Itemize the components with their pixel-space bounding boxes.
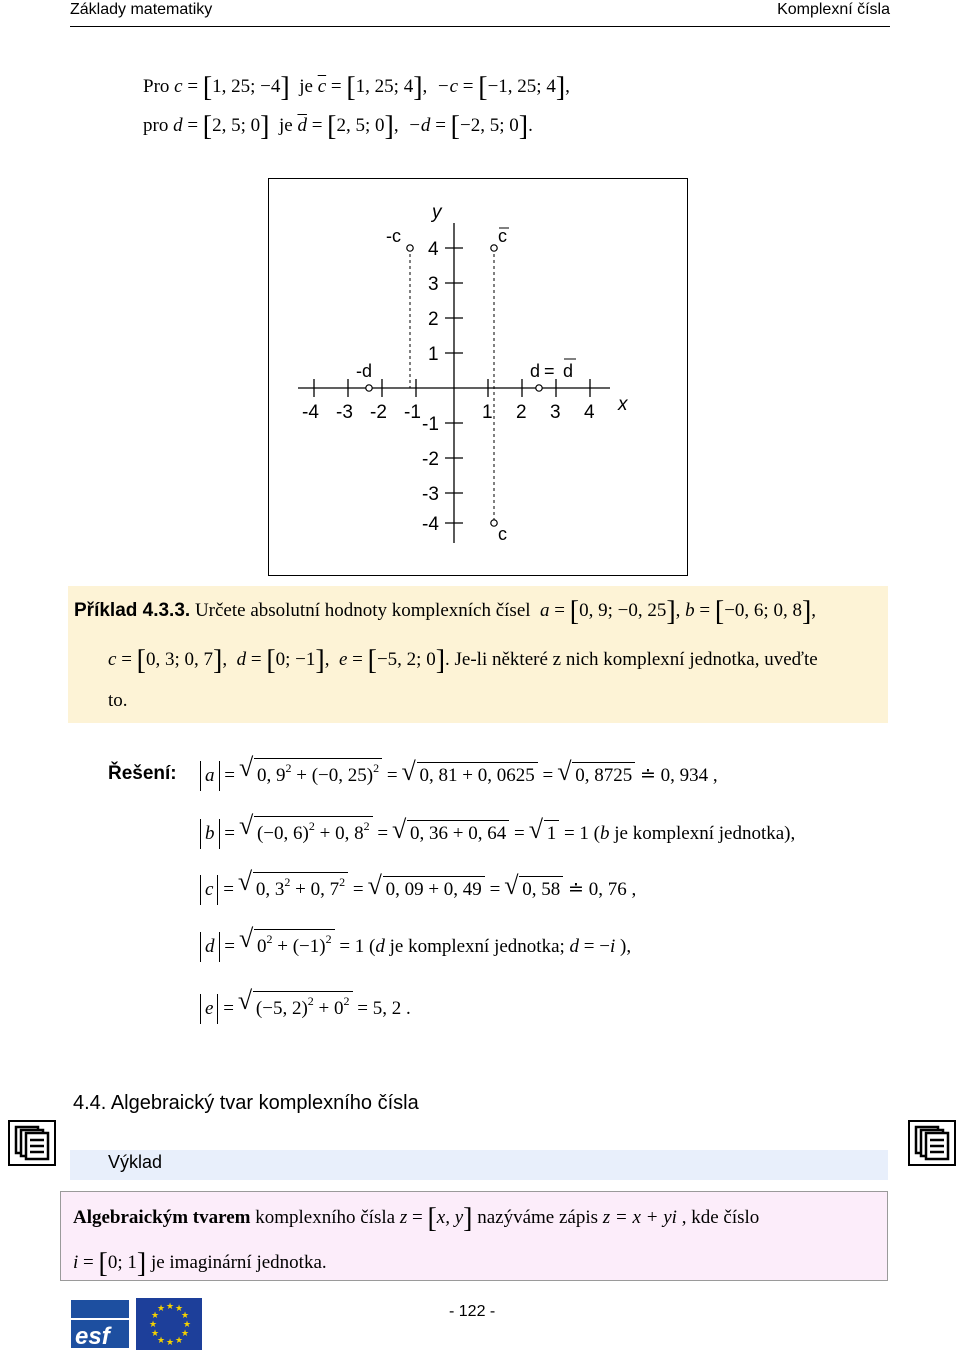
definition-term: Algebraickým tvarem — [73, 1207, 251, 1228]
example-line-2: c = [0, 3; 0, 7], d = [0; −1], e = [−5, 2; 0]. Je-li některé z nich komplexní jednotka, uveďte — [108, 645, 818, 676]
documents-icon — [908, 1120, 956, 1166]
equals: = — [311, 115, 323, 136]
label-c: c — [498, 524, 507, 544]
explanation-bar — [70, 1150, 888, 1180]
definition-text: je imaginární jednotka. — [146, 1252, 327, 1273]
equals: = — [435, 115, 446, 136]
var-b: b — [685, 600, 695, 621]
point-minus-c — [407, 245, 413, 251]
c-value: 1, 25; −4 — [212, 76, 281, 97]
example-title: Příklad 4.3.3. — [74, 600, 191, 621]
var-z: z — [399, 1207, 408, 1228]
term: (−0, 6) — [256, 823, 309, 844]
var-a: a — [540, 600, 550, 621]
svg-text:★: ★ — [183, 1320, 192, 1330]
algebraic-form: z = x + yi — [602, 1207, 677, 1228]
intro-word: je — [299, 76, 313, 97]
c-value: 0, 3; 0, 7 — [145, 649, 214, 670]
solution-label-text: Řešení: — [108, 763, 177, 784]
radicand: √ 0, 81 + 0, 0625 — [417, 762, 538, 787]
label-d: d — [530, 361, 541, 381]
y-tick-label: -4 — [422, 514, 439, 535]
label-minus-c: -c — [386, 226, 401, 246]
term: (−5, 2) — [255, 998, 308, 1019]
term: (−1) — [292, 936, 326, 957]
svg-text:★: ★ — [166, 1302, 175, 1312]
i-value: 0; 1 — [107, 1252, 137, 1273]
result-text: ), — [615, 936, 632, 957]
esf-logo-text: esf — [75, 1323, 110, 1350]
term: (−0, 25) — [311, 765, 374, 786]
term: 0 — [256, 936, 267, 957]
y-tick-label: 1 — [428, 344, 439, 365]
var-d: d — [569, 936, 580, 957]
result-text: = 5, 2 . — [357, 998, 411, 1019]
c-conj-value: 1, 25; 4 — [355, 76, 414, 97]
intro-word: Pro — [143, 76, 170, 97]
d-conj-value: 2, 5; 0 — [336, 115, 385, 136]
label-d-conj: d — [563, 361, 574, 381]
intro-word: pro — [143, 115, 169, 136]
var-i: i — [73, 1252, 79, 1273]
label-minus-d: -d — [356, 361, 373, 381]
header-right-title: Komplexní čísla — [777, 1, 890, 18]
svg-text:★: ★ — [175, 1304, 184, 1314]
result-text: = − — [579, 936, 610, 957]
explanation-label: Výklad — [108, 1152, 163, 1172]
minus-d-value: −2, 5; 0 — [459, 115, 519, 136]
definition-line-1: Algebraickým tvarem komplexního čísla z = [x, y] nazýváme zápis z = x + yi , kde číslo — [73, 1203, 760, 1234]
solution-row-c: c = √ 0, $3^2 + 0$, $7^2$ = √ 0, 09 + 0, 49 = √ 0, 58 ≐ 0, 76 , — [200, 872, 636, 905]
term: 0, 3 — [255, 879, 285, 900]
abs-a: a — [200, 761, 220, 791]
d-value: 2, 5; 0 — [212, 115, 261, 136]
x-tick-label: -3 — [336, 402, 353, 423]
equals: = — [330, 76, 342, 97]
example-line-3: to. — [108, 690, 128, 711]
var-d: d — [236, 649, 247, 670]
result-text: = 1 ( — [563, 823, 601, 844]
eu-logo-text: EU — [136, 1298, 138, 1299]
point-c-conj — [491, 245, 497, 251]
x-tick-label: -1 — [404, 402, 421, 423]
svg-text:★: ★ — [157, 1304, 166, 1314]
complex-plane-figure — [268, 178, 688, 576]
page-header — [70, 0, 890, 27]
intro-word: je — [278, 115, 293, 136]
svg-text:★: ★ — [166, 1338, 175, 1348]
radicand: √ 1 — [544, 820, 560, 845]
var-c: c — [108, 649, 117, 670]
approx-result: ≐ 0, 76 , — [568, 879, 637, 900]
definition-text: komplexního čísla — [250, 1207, 400, 1228]
svg-text:★: ★ — [181, 1329, 190, 1339]
svg-text:★: ★ — [149, 1320, 158, 1330]
intro-line-2: pro d = [2, 5; 0] je $\overline{d} = [2$, 5; 0], −d = [−2, 5; 0]. — [143, 111, 533, 142]
label-equals: = — [544, 361, 555, 381]
var-d: d — [375, 936, 385, 957]
solution-row-b: b = √ (−0, 6)$^2$ + 0, $8^2$ = √ 0, 36 + 0, 64 = √ 1 = 1 (b je komplexní jednotka), — [200, 816, 795, 849]
b-value: −0, 6; 0, 8 — [724, 600, 802, 621]
var-d: d — [173, 115, 183, 136]
label-c-conj: c — [498, 226, 507, 246]
y-tick-label: 4 — [428, 239, 439, 260]
y-tick-label: -2 — [422, 449, 439, 470]
header-left-title: Základy matematiky — [70, 1, 213, 18]
result-text: je komplexní jednotka; — [384, 936, 570, 957]
documents-icon — [8, 1120, 56, 1166]
abs-c: c — [200, 875, 218, 905]
var-e: e — [338, 649, 348, 670]
abs-e: e — [200, 994, 218, 1024]
radicand: √ 0, 09 + 0, 49 — [383, 876, 485, 901]
intro-line-1: Pro c = [1, 25; −4] je $\overline{c} = [1$, 25; 4], −c = [−1, 25; 4], — [143, 72, 570, 103]
var-c: c — [174, 76, 183, 97]
var-minus-d: −d — [408, 115, 431, 136]
page-number: - 122 - — [449, 1303, 496, 1320]
definition-text: , kde číslo — [676, 1207, 760, 1228]
solution-row-d: d = √ $0^2 + (-1)^2 = 1$ (d je komplexní jednotka; d = −i ), — [200, 929, 631, 962]
x-tick-label: 4 — [584, 402, 595, 423]
esf-logo — [69, 1298, 131, 1350]
solution-label — [108, 763, 177, 785]
x-tick-label: -4 — [302, 402, 319, 423]
y-tick-label: -3 — [422, 484, 439, 505]
svg-text:★: ★ — [181, 1311, 190, 1321]
radicand: √ 0, 8725 — [572, 762, 635, 787]
d-value: 0; −1 — [275, 649, 316, 670]
x-tick-label: 3 — [550, 402, 561, 423]
radicand: √ 0, 58 — [519, 876, 563, 901]
point-d — [536, 385, 542, 391]
svg-text:★: ★ — [175, 1336, 184, 1346]
example-text: Určete absolutní hodnoty komplexních čísel — [194, 600, 531, 621]
x-tick-label: 1 — [482, 402, 493, 423]
y-tick-label: 3 — [428, 274, 439, 295]
result-text: je komplexní jednotka), — [609, 823, 796, 844]
var-minus-c: −c — [436, 76, 459, 97]
equals: = — [462, 76, 474, 97]
term: 0, 9 — [256, 765, 286, 786]
section-heading: 4.4. Algebraický tvar komplexního čísla — [73, 1092, 419, 1114]
y-tick-label: -1 — [422, 414, 439, 435]
e-value: −5, 2; 0 — [376, 649, 436, 670]
a-value: 0, 9; −0, 25 — [579, 600, 667, 621]
definition-text: nazýváme zápis — [472, 1207, 603, 1228]
var-d-conj: $\overline{d}$ — [297, 115, 307, 136]
y-axis-label: y — [432, 202, 442, 223]
equals: = — [187, 76, 199, 97]
abs-b: b — [200, 819, 220, 849]
solution-row-e: e = √ (−5, $2)^2 + 0^2 = 5$, 2 . — [200, 991, 411, 1024]
example-text: Je-li některé z nich komplexní jednotka, uveďte — [454, 649, 818, 670]
term: 0, 8 — [335, 823, 364, 844]
point-minus-d — [366, 385, 372, 391]
term: 0 — [334, 998, 344, 1019]
svg-text:★: ★ — [157, 1336, 166, 1346]
minus-c-value: −1, 25; 4 — [487, 76, 556, 97]
y-tick-label: 2 — [428, 309, 439, 330]
abs-d: d — [200, 932, 220, 962]
x-tick-label: 2 — [516, 402, 527, 423]
x-axis-label: x — [618, 394, 628, 415]
example-line-1: Příklad 4.3.3. Určete absolutní hodnoty komplexních čísel a = [0, 9; −0, 25], b = [−0, 6; 0, 8], — [74, 596, 817, 627]
var-i: i — [609, 936, 616, 957]
result-text: = 1 ( — [339, 936, 376, 957]
svg-text:★: ★ — [151, 1311, 160, 1321]
svg-text:★: ★ — [151, 1329, 160, 1339]
definition-line-2: i = [0; 1] je imaginární jednotka. — [73, 1248, 327, 1279]
x-tick-label: -2 — [370, 402, 387, 423]
approx-result: ≐ 0, 934 , — [639, 765, 718, 786]
term: 0, 7 — [310, 879, 340, 900]
solution-row-a: a = √ 0, $9^2 + (-0$, 25)$^2$ = √ 0, 81 + 0, 0625 = √ 0, 8725 ≐ 0, 934 , — [200, 758, 718, 791]
eu-flag-logo — [136, 1298, 202, 1350]
equals: = — [187, 115, 199, 136]
var-c-conj: $\overline{c}$ — [317, 76, 327, 97]
point-c — [491, 520, 497, 526]
z-value: x, y — [436, 1207, 464, 1228]
radicand: √ 0, 36 + 0, 64 — [407, 820, 509, 845]
var-b: b — [600, 823, 610, 844]
